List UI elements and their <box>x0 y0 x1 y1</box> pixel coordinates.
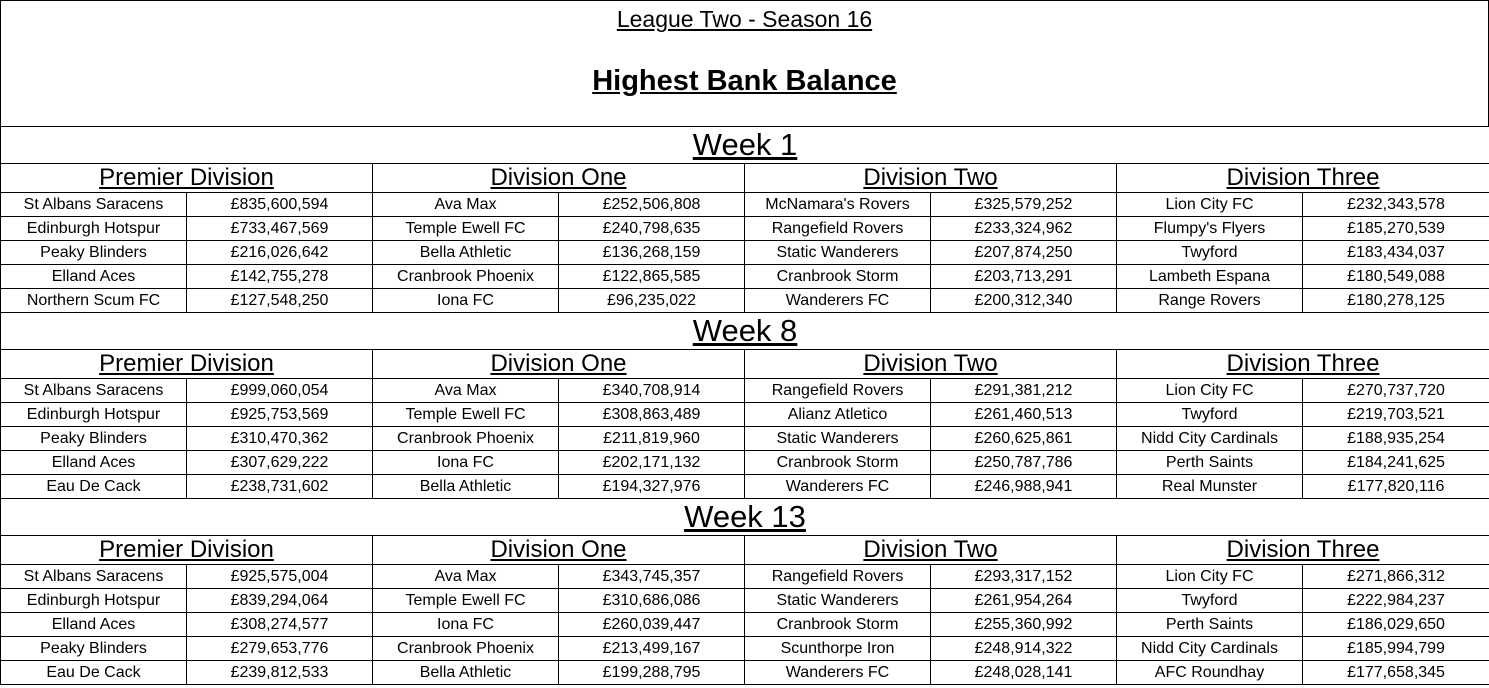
bank-balance-cell: £307,629,222 <box>187 451 373 475</box>
bank-balance-cell: £142,755,278 <box>187 265 373 289</box>
team-name-cell: Twyford <box>1117 589 1303 613</box>
team-name-cell: Rangefield Rovers <box>745 379 931 403</box>
division-header: Division One <box>373 536 745 565</box>
bank-balance-cell: £136,268,159 <box>559 241 745 265</box>
team-name-cell: Wanderers FC <box>745 289 931 313</box>
bank-balance-cell: £207,874,250 <box>931 241 1117 265</box>
team-name-cell: Edinburgh Hotspur <box>1 589 187 613</box>
bank-balance-cell: £308,274,577 <box>187 613 373 637</box>
table-row <box>1 193 1489 217</box>
bank-balance-cell: £325,579,252 <box>931 193 1117 217</box>
bank-balance-cell: £222,984,237 <box>1303 589 1489 613</box>
team-name-cell: Perth Saints <box>1117 451 1303 475</box>
bank-balance-cell: £271,866,312 <box>1303 565 1489 589</box>
bank-balance-cell: £238,731,602 <box>187 475 373 499</box>
bank-balance-cell: £232,343,578 <box>1303 193 1489 217</box>
team-name-cell: Static Wanderers <box>745 589 931 613</box>
division-header: Division Two <box>745 536 1117 565</box>
division-header-row <box>1 350 1489 379</box>
team-name-cell: Temple Ewell FC <box>373 217 559 241</box>
team-name-cell: Iona FC <box>373 289 559 313</box>
team-name-cell: Ava Max <box>373 193 559 217</box>
team-name-cell: McNamara's Rovers <box>745 193 931 217</box>
bank-balance-cell: £184,241,625 <box>1303 451 1489 475</box>
team-name-cell: Temple Ewell FC <box>373 403 559 427</box>
table-row <box>1 217 1489 241</box>
team-name-cell: Peaky Blinders <box>1 427 187 451</box>
team-name-cell: Elland Aces <box>1 613 187 637</box>
team-name-cell: Cranbrook Phoenix <box>373 637 559 661</box>
bank-balance-cell: £310,686,086 <box>559 589 745 613</box>
sheet-header <box>0 0 1489 127</box>
page-title: Highest Bank Balance <box>592 65 897 97</box>
bank-balance-cell: £340,708,914 <box>559 379 745 403</box>
bank-balance-cell: £185,270,539 <box>1303 217 1489 241</box>
bank-balance-cell: £219,703,521 <box>1303 403 1489 427</box>
league-subtitle: League Two - Season 16 <box>616 6 873 32</box>
team-name-cell: Lambeth Espana <box>1117 265 1303 289</box>
bank-balance-cell: £835,600,594 <box>187 193 373 217</box>
bank-balance-cell: £261,460,513 <box>931 403 1117 427</box>
bank-balance-cell: £291,381,212 <box>931 379 1117 403</box>
team-name-cell: Peaky Blinders <box>1 241 187 265</box>
bank-balance-cell: £250,787,786 <box>931 451 1117 475</box>
team-name-cell: Ava Max <box>373 379 559 403</box>
bank-balance-cell: £180,549,088 <box>1303 265 1489 289</box>
bank-balance-cell: £999,060,054 <box>187 379 373 403</box>
division-header: Premier Division <box>1 536 373 565</box>
team-name-cell: Cranbrook Storm <box>745 265 931 289</box>
table-row <box>1 589 1489 613</box>
week-title: Week 8 <box>1 313 1489 350</box>
bank-balance-cell: £185,994,799 <box>1303 637 1489 661</box>
team-name-cell: Iona FC <box>373 613 559 637</box>
bank-balance-cell: £343,745,357 <box>559 565 745 589</box>
bank-balance-cell: £199,288,795 <box>559 661 745 685</box>
team-name-cell: St Albans Saracens <box>1 379 187 403</box>
bank-balance-cell: £260,039,447 <box>559 613 745 637</box>
team-name-cell: Cranbrook Storm <box>745 451 931 475</box>
bank-balance-cell: £261,954,264 <box>931 589 1117 613</box>
division-header: Division One <box>373 350 745 379</box>
division-header: Division Two <box>745 164 1117 193</box>
team-name-cell: Nidd City Cardinals <box>1117 427 1303 451</box>
bank-balance-cell: £122,865,585 <box>559 265 745 289</box>
table-row <box>1 289 1489 313</box>
bank-balance-cell: £293,317,152 <box>931 565 1117 589</box>
team-name-cell: Lion City FC <box>1117 565 1303 589</box>
bank-balance-cell: £252,506,808 <box>559 193 745 217</box>
division-header: Premier Division <box>1 350 373 379</box>
team-name-cell: Northern Scum FC <box>1 289 187 313</box>
bank-balance-cell: £255,360,992 <box>931 613 1117 637</box>
bank-balance-cell: £240,798,635 <box>559 217 745 241</box>
team-name-cell: Iona FC <box>373 451 559 475</box>
bank-balance-cell: £177,658,345 <box>1303 661 1489 685</box>
bank-balance-cell: £211,819,960 <box>559 427 745 451</box>
team-name-cell: Flumpy's Flyers <box>1117 217 1303 241</box>
team-name-cell: Static Wanderers <box>745 241 931 265</box>
bank-balance-cell: £308,863,489 <box>559 403 745 427</box>
bank-balance-cell: £202,171,132 <box>559 451 745 475</box>
table-row <box>1 403 1489 427</box>
team-name-cell: Wanderers FC <box>745 475 931 499</box>
division-header: Division Three <box>1117 536 1489 565</box>
table-row <box>1 265 1489 289</box>
team-name-cell: Eau De Cack <box>1 475 187 499</box>
team-name-cell: Elland Aces <box>1 265 187 289</box>
bank-balance-cell: £239,812,533 <box>187 661 373 685</box>
bank-balance-table <box>0 126 1489 685</box>
team-name-cell: Twyford <box>1117 403 1303 427</box>
table-row <box>1 451 1489 475</box>
bank-balance-cell: £260,625,861 <box>931 427 1117 451</box>
bank-balance-cell: £188,935,254 <box>1303 427 1489 451</box>
table-row <box>1 613 1489 637</box>
team-name-cell: St Albans Saracens <box>1 565 187 589</box>
week-header-row <box>1 499 1489 536</box>
team-name-cell: Nidd City Cardinals <box>1117 637 1303 661</box>
division-header: Division Three <box>1117 164 1489 193</box>
bank-balance-cell: £96,235,022 <box>559 289 745 313</box>
bank-balance-cell: £733,467,569 <box>187 217 373 241</box>
bank-balance-cell: £248,914,322 <box>931 637 1117 661</box>
table-row <box>1 241 1489 265</box>
team-name-cell: Range Rovers <box>1117 289 1303 313</box>
division-header-row <box>1 164 1489 193</box>
week-title: Week 13 <box>1 499 1489 536</box>
bank-balance-cell: £183,434,037 <box>1303 241 1489 265</box>
bank-balance-cell: £213,499,167 <box>559 637 745 661</box>
table-row <box>1 661 1489 685</box>
bank-balance-cell: £186,029,650 <box>1303 613 1489 637</box>
table-row <box>1 475 1489 499</box>
division-header: Premier Division <box>1 164 373 193</box>
table-row <box>1 565 1489 589</box>
team-name-cell: Cranbrook Storm <box>745 613 931 637</box>
division-header: Division Two <box>745 350 1117 379</box>
week-header-row <box>1 313 1489 350</box>
team-name-cell: Lion City FC <box>1117 379 1303 403</box>
team-name-cell: Bella Athletic <box>373 475 559 499</box>
bank-balance-cell: £246,988,941 <box>931 475 1117 499</box>
division-header-row <box>1 536 1489 565</box>
bank-balance-cell: £839,294,064 <box>187 589 373 613</box>
week-title: Week 1 <box>1 127 1489 164</box>
team-name-cell: Wanderers FC <box>745 661 931 685</box>
table-row <box>1 379 1489 403</box>
bank-balance-cell: £310,470,362 <box>187 427 373 451</box>
bank-balance-cell: £925,753,569 <box>187 403 373 427</box>
bank-balance-cell: £200,312,340 <box>931 289 1117 313</box>
team-name-cell: Elland Aces <box>1 451 187 475</box>
team-name-cell: Bella Athletic <box>373 661 559 685</box>
bank-balance-cell: £233,324,962 <box>931 217 1117 241</box>
team-name-cell: Edinburgh Hotspur <box>1 403 187 427</box>
team-name-cell: Cranbrook Phoenix <box>373 265 559 289</box>
team-name-cell: Ava Max <box>373 565 559 589</box>
bank-balance-cell: £270,737,720 <box>1303 379 1489 403</box>
division-header: Division Three <box>1117 350 1489 379</box>
bank-balance-cell: £203,713,291 <box>931 265 1117 289</box>
bank-balance-cell: £279,653,776 <box>187 637 373 661</box>
team-name-cell: Perth Saints <box>1117 613 1303 637</box>
team-name-cell: Rangefield Rovers <box>745 217 931 241</box>
team-name-cell: Static Wanderers <box>745 427 931 451</box>
week-header-row <box>1 127 1489 164</box>
team-name-cell: Lion City FC <box>1117 193 1303 217</box>
team-name-cell: AFC Roundhay <box>1117 661 1303 685</box>
team-name-cell: Edinburgh Hotspur <box>1 217 187 241</box>
team-name-cell: Scunthorpe Iron <box>745 637 931 661</box>
bank-balance-cell: £925,575,004 <box>187 565 373 589</box>
table-row <box>1 637 1489 661</box>
bank-balance-cell: £216,026,642 <box>187 241 373 265</box>
team-name-cell: Real Munster <box>1117 475 1303 499</box>
team-name-cell: Twyford <box>1117 241 1303 265</box>
bank-balance-cell: £248,028,141 <box>931 661 1117 685</box>
team-name-cell: Alianz Atletico <box>745 403 931 427</box>
team-name-cell: Rangefield Rovers <box>745 565 931 589</box>
team-name-cell: St Albans Saracens <box>1 193 187 217</box>
team-name-cell: Eau De Cack <box>1 661 187 685</box>
bank-balance-cell: £180,278,125 <box>1303 289 1489 313</box>
team-name-cell: Peaky Blinders <box>1 637 187 661</box>
division-header: Division One <box>373 164 745 193</box>
bank-balance-cell: £127,548,250 <box>187 289 373 313</box>
team-name-cell: Cranbrook Phoenix <box>373 427 559 451</box>
bank-balance-cell: £177,820,116 <box>1303 475 1489 499</box>
bank-balance-cell: £194,327,976 <box>559 475 745 499</box>
team-name-cell: Temple Ewell FC <box>373 589 559 613</box>
table-row <box>1 427 1489 451</box>
team-name-cell: Bella Athletic <box>373 241 559 265</box>
